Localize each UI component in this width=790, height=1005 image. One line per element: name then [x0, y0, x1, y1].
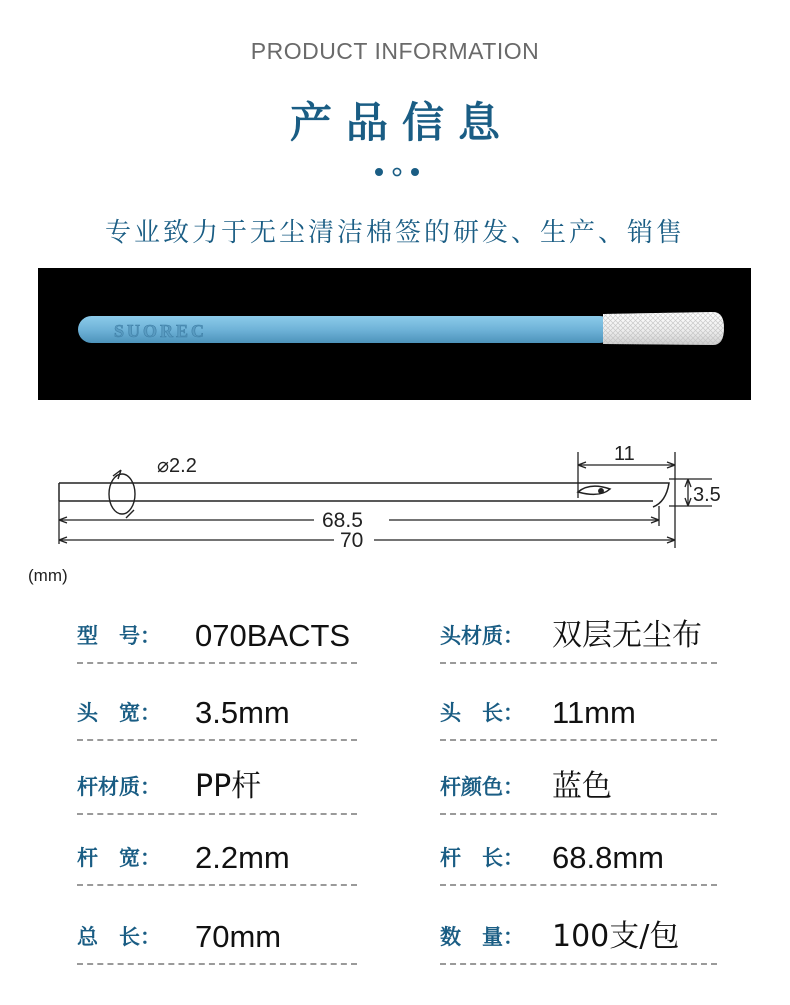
shaft-length-label: 68.5	[322, 509, 363, 532]
spec-label: 总 长：	[77, 925, 161, 949]
row-divider	[77, 963, 357, 965]
spec-row-shaft-length	[440, 826, 717, 886]
head-length-label: 11	[614, 443, 635, 465]
spec-row-shaft-material	[77, 755, 357, 815]
spec-row-head-width	[77, 681, 357, 741]
spec-value: 70mm	[195, 919, 282, 954]
spec-row-head-length	[440, 681, 717, 741]
spec-value: 蓝色	[552, 769, 612, 804]
head-width-label: 3.5	[693, 484, 721, 506]
spec-label: 数 量：	[440, 925, 524, 949]
swab-tip	[603, 312, 724, 345]
unit-label: (mm)	[28, 566, 68, 585]
section-title-english: PRODUCT INFORMATION	[250, 38, 540, 64]
spec-label: 杆 长：	[440, 846, 524, 870]
total-length-label: 70	[340, 529, 364, 552]
product-photo	[38, 268, 751, 400]
company-tagline: 专业致力于无尘清洁棉签的研发、生产、销售	[104, 218, 685, 248]
dimension-drawing	[0, 440, 790, 590]
diameter-label: ⌀2.2	[157, 455, 197, 477]
row-divider	[77, 813, 357, 815]
spec-value: 3.5mm	[195, 695, 290, 730]
spec-label: 杆 宽：	[77, 846, 161, 870]
spec-row-total-length	[77, 905, 357, 965]
spec-value: PP杆	[195, 769, 262, 804]
rotation-icon	[109, 470, 135, 518]
spec-row-model	[77, 604, 357, 664]
row-divider	[77, 739, 357, 741]
row-divider	[440, 813, 717, 815]
row-divider	[440, 739, 717, 741]
spec-label: 头 宽：	[77, 701, 161, 725]
row-divider	[440, 662, 717, 664]
spec-label: 杆材质：	[77, 775, 161, 799]
row-divider	[77, 662, 357, 664]
spec-label: 杆颜色：	[440, 775, 524, 799]
spec-value: 2.2mm	[195, 840, 290, 875]
section-title-chinese: 产品信息	[289, 98, 514, 147]
spec-label: 头材质：	[440, 624, 524, 648]
title-dots-ornament	[372, 165, 422, 179]
spec-value: 双层无尘布	[552, 618, 702, 653]
row-divider	[440, 884, 717, 886]
spec-value: 68.8mm	[552, 840, 664, 875]
spec-row-shaft-color	[440, 755, 717, 815]
spec-value: 070BACTS	[195, 618, 351, 653]
spec-value: 11mm	[552, 695, 636, 730]
spec-row-shaft-width	[77, 826, 357, 886]
spec-value: 100支/包	[552, 919, 680, 954]
spec-label: 头 长：	[440, 701, 524, 725]
row-divider	[440, 963, 717, 965]
spec-row-head-material	[440, 604, 717, 664]
spec-row-quantity	[440, 905, 717, 965]
brand-imprint: SUOREC	[114, 321, 208, 341]
spec-label: 型 号：	[77, 624, 161, 648]
row-divider	[77, 884, 357, 886]
